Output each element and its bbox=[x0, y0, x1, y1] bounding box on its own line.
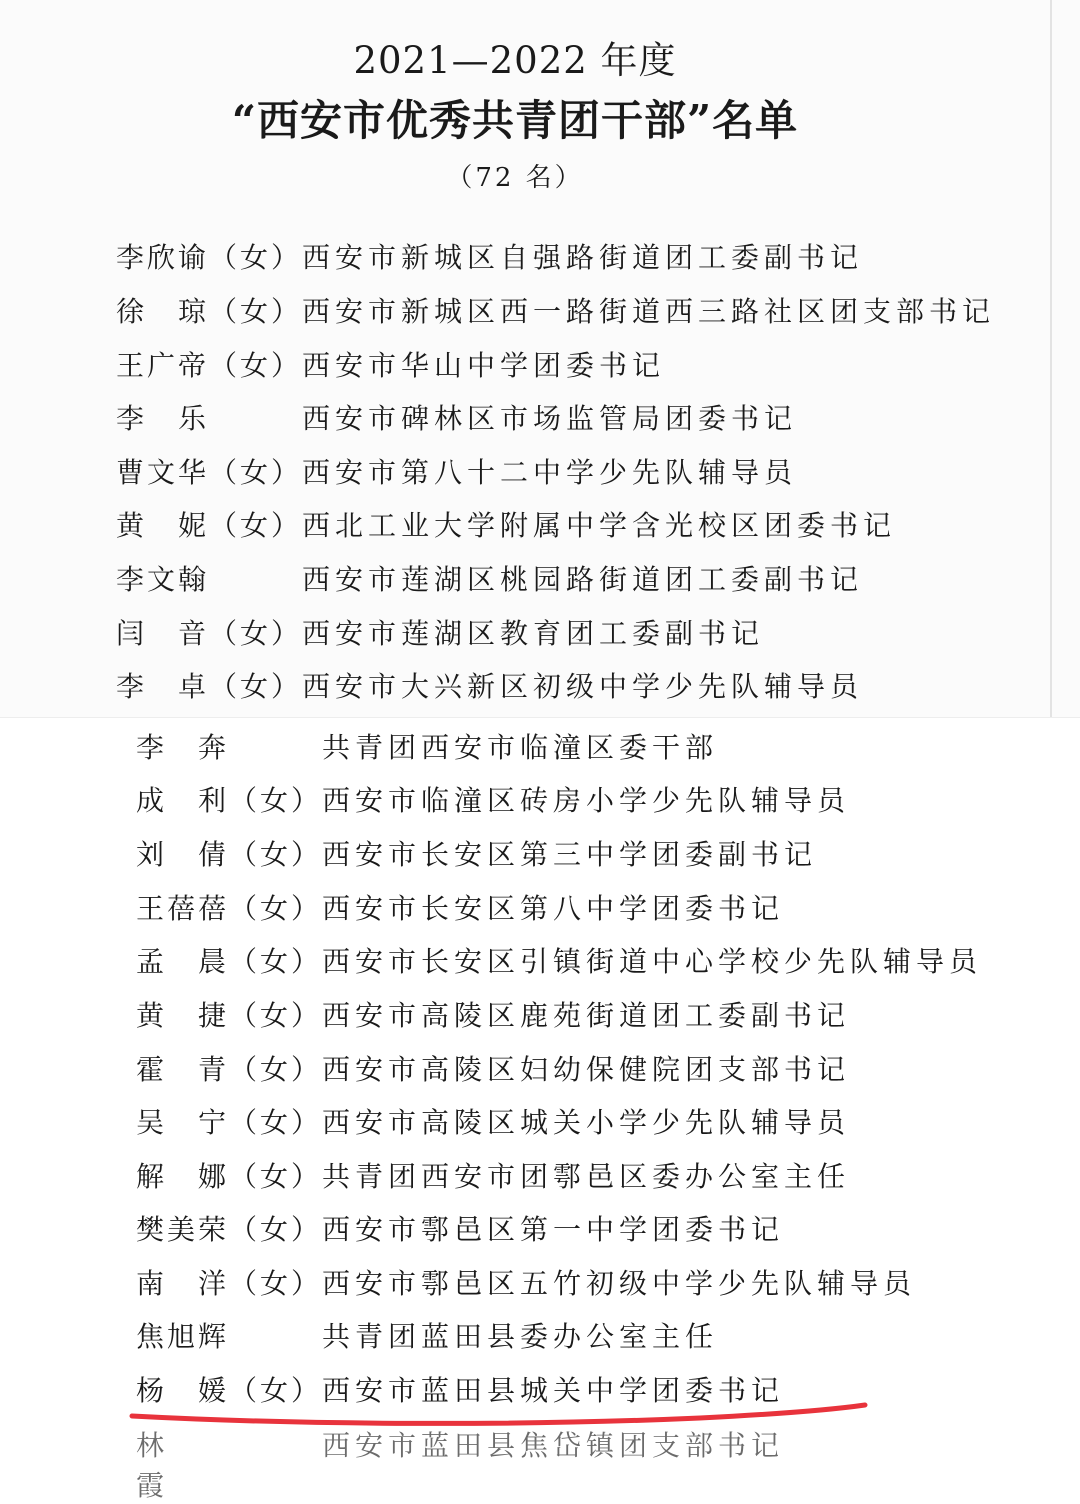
person-name: 杨 媛（女） bbox=[136, 1374, 323, 1407]
person-name: 李 卓（女） bbox=[116, 670, 303, 703]
person-name: 刘 倩（女） bbox=[136, 838, 323, 871]
person-name: 林 霞 bbox=[136, 1429, 199, 1502]
person-name: 孟 晨（女） bbox=[136, 945, 323, 978]
person-name: 黄 捷（女） bbox=[136, 999, 323, 1032]
person-name: 李 乐 bbox=[116, 402, 210, 435]
person-name: 曹文华（女） bbox=[116, 456, 303, 489]
person-unit: 西安市蓝田县城关中学团委书记 bbox=[322, 1374, 785, 1407]
person-unit: 西安市大兴新区初级中学少先队辅导员 bbox=[302, 670, 864, 703]
person-name: 霍 青（女） bbox=[136, 1053, 323, 1086]
person-unit: 西安市鄠邑区五竹初级中学少先队辅导员 bbox=[322, 1267, 917, 1300]
person-unit: 西安市莲湖区桃园路街道团工委副书记 bbox=[302, 563, 864, 596]
person-unit: 西安市长安区引镇街道中心学校少先队辅导员 bbox=[322, 945, 983, 978]
person-unit: 西安市碑林区市场监管局团委书记 bbox=[302, 402, 798, 435]
screenshot-seam bbox=[0, 717, 1080, 718]
person-name: 李文翰 bbox=[116, 563, 210, 596]
person-unit: 西安市长安区第八中学团委书记 bbox=[322, 892, 785, 925]
person-unit: 西安市华山中学团委书记 bbox=[302, 349, 666, 382]
person-name: 徐 琼（女） bbox=[116, 295, 303, 328]
person-unit: 西安市高陵区妇幼保健院团支部书记 bbox=[322, 1053, 851, 1086]
person-unit: 西安市莲湖区教育团工委副书记 bbox=[302, 617, 765, 650]
title-year: 2021—2022 年度 bbox=[353, 39, 677, 82]
person-unit: 西安市长安区第三中学团委副书记 bbox=[322, 838, 818, 871]
person-name: 李欣谕（女） bbox=[116, 241, 303, 274]
person-name: 吴 宁（女） bbox=[136, 1106, 323, 1139]
person-unit: 西安市第八十二中学少先队辅导员 bbox=[302, 456, 798, 489]
person-unit: 西安市新城区西一路街道西三路社区团支部书记 bbox=[302, 295, 996, 328]
person-unit: 西安市蓝田县焦岱镇团支部书记 bbox=[322, 1429, 785, 1462]
person-name: 李 奔 bbox=[136, 731, 230, 764]
person-unit: 西安市鄠邑区第一中学团委书记 bbox=[322, 1213, 785, 1246]
person-unit: 共青团蓝田县委办公室主任 bbox=[322, 1320, 719, 1353]
person-name: 樊美荣（女） bbox=[136, 1213, 323, 1246]
title-count: （72 名） bbox=[446, 163, 584, 193]
person-name: 王蓓蓓（女） bbox=[136, 892, 323, 925]
person-name: 焦旭辉 bbox=[136, 1320, 230, 1353]
person-unit: 西安市高陵区城关小学少先队辅导员 bbox=[322, 1106, 851, 1139]
person-unit: 西安市高陵区鹿苑街道团工委副书记 bbox=[322, 999, 851, 1032]
person-name: 黄 妮（女） bbox=[116, 509, 303, 542]
person-name: 南 洋（女） bbox=[136, 1267, 323, 1300]
person-unit: 共青团西安市临潼区委干部 bbox=[322, 731, 719, 764]
person-name: 成 利（女） bbox=[136, 784, 323, 817]
person-unit: 西北工业大学附属中学含光校区团委书记 bbox=[302, 509, 897, 542]
person-name: 解 娜（女） bbox=[136, 1160, 323, 1193]
person-unit: 西安市临潼区砖房小学少先队辅导员 bbox=[322, 784, 851, 817]
person-name: 闫 音（女） bbox=[116, 617, 303, 650]
person-unit: 西安市新城区自强路街道团工委副书记 bbox=[302, 241, 864, 274]
person-name: 王广帝（女） bbox=[116, 349, 303, 382]
person-unit: 共青团西安市团鄠邑区委办公室主任 bbox=[322, 1160, 851, 1193]
document-title: “西安市优秀共青团干部”名单 bbox=[231, 96, 799, 145]
page-edge bbox=[1050, 0, 1052, 718]
